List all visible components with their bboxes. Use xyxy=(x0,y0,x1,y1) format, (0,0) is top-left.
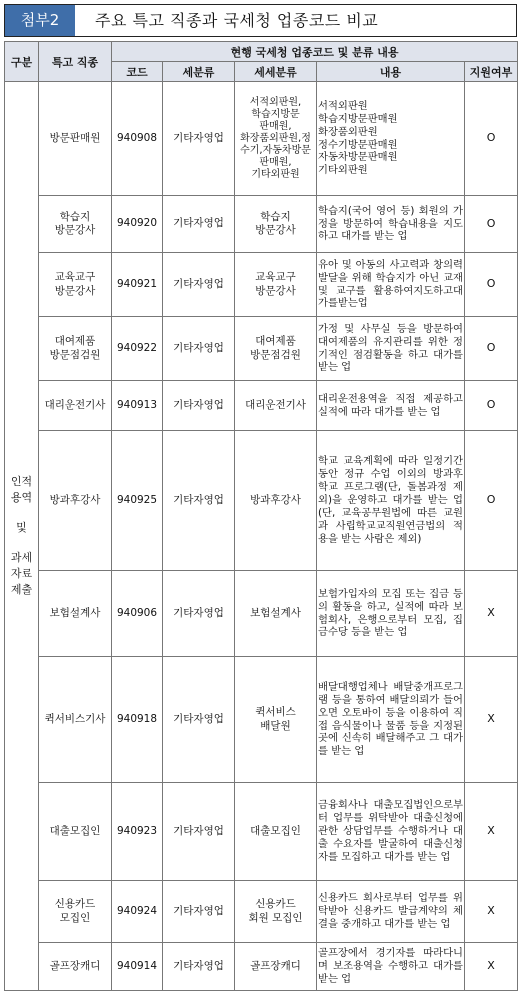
support-cell: O xyxy=(465,253,518,317)
code-cell: 940908 xyxy=(112,82,163,196)
content-cell: 금융회사나 대출모집법인으로부터 업무를 위탁받아 대출신청에 관한 상담업무를 수행하거나 대출 수요자를 발굴하여 대출신청자를 모집하고 대가를 받는 업 xyxy=(317,783,465,881)
header-subclass: 세분류 xyxy=(163,62,235,82)
header-group: 현행 국세청 업종코드 및 분류 내용 xyxy=(112,42,518,62)
table-row xyxy=(5,196,518,253)
table-row xyxy=(5,381,518,431)
occupation-cell: 퀵서비스기사 xyxy=(39,657,112,783)
subclass-cell: 기타자영업 xyxy=(163,317,235,381)
subclass-cell: 기타자영업 xyxy=(163,253,235,317)
content-cell: 골프장에서 경기자를 따라다니며 보조용역을 수행하고 대가를 받는 업 xyxy=(317,943,465,991)
detail-cell: 신용카드 회원 모집인 xyxy=(235,881,317,943)
table-row xyxy=(5,657,518,783)
code-cell: 940925 xyxy=(112,431,163,571)
subclass-cell: 기타자영업 xyxy=(163,431,235,571)
occupation-cell: 보험설계사 xyxy=(39,571,112,657)
subclass-cell: 기타자영업 xyxy=(163,943,235,991)
content-cell: 대리운전용역을 직접 제공하고 실적에 따라 대가를 받는 업 xyxy=(317,381,465,431)
support-cell: O xyxy=(465,431,518,571)
detail-cell: 방과후강사 xyxy=(235,431,317,571)
detail-cell: 대출모집인 xyxy=(235,783,317,881)
code-cell: 940906 xyxy=(112,571,163,657)
occupation-cell: 방문판매원 xyxy=(39,82,112,196)
content-cell: 학습지(국어 영어 등) 회원의 가정을 방문하여 학습내용을 지도하고 대가를 받는 업 xyxy=(317,196,465,253)
support-cell: O xyxy=(465,82,518,196)
category-line: 및 xyxy=(16,521,27,535)
table-row xyxy=(5,317,518,381)
content-cell: 서적외판원 학습지방문판매원 화장품외판원 정수기방문판매원 자동차방문판매원 기타외판원 xyxy=(317,82,465,196)
document-title: 주요 특고 직종과 국세청 업종코드 비교 xyxy=(95,11,379,30)
code-cell: 940921 xyxy=(112,253,163,317)
occupation-cell: 학습지 방문강사 xyxy=(39,196,112,253)
detail-cell: 대여제품 방문점검원 xyxy=(235,317,317,381)
code-cell: 940914 xyxy=(112,943,163,991)
code-cell: 940913 xyxy=(112,381,163,431)
detail-cell: 보험설계사 xyxy=(235,571,317,657)
header-row-1 xyxy=(5,42,518,62)
header-support: 지원여부 xyxy=(465,62,518,82)
detail-cell: 학습지 방문강사 xyxy=(235,196,317,253)
support-cell: X xyxy=(465,943,518,991)
detail-cell: 골프장캐디 xyxy=(235,943,317,991)
support-cell: O xyxy=(465,196,518,253)
table-row xyxy=(5,571,518,657)
code-cell: 940922 xyxy=(112,317,163,381)
header-detail: 세세분류 xyxy=(235,62,317,82)
category-line: 용역 xyxy=(10,491,33,505)
support-cell: O xyxy=(465,317,518,381)
content-cell: 학교 교육계획에 따라 일정기간 동안 정규 수업 이외의 방과후 학교 프로그램(단, 돌봄과정 제외)을 운영하고 대가를 받는 업(단, 교육공무원법에 따른 교원과 사립학교교직원연금법의 적용을 받는 사람은 제외) xyxy=(317,431,465,571)
subclass-cell: 기타자영업 xyxy=(163,783,235,881)
content-cell: 유아 및 아동의 사고력과 창의력 발달을 위해 학습지가 아닌 교재 및 교구를 활용하여지도하고대가를받는업 xyxy=(317,253,465,317)
occupation-cell: 대여제품 방문점검원 xyxy=(39,317,112,381)
support-cell: X xyxy=(465,657,518,783)
occupation-cell: 교육교구 방문강사 xyxy=(39,253,112,317)
content-cell: 가정 및 사무실 등을 방문하여 대여제품의 유지관리를 위한 정기적인 점검활동을 하고 대가를 받는 업 xyxy=(317,317,465,381)
category-line: 인적 xyxy=(10,475,33,489)
occupation-cell: 신용카드 모집인 xyxy=(39,881,112,943)
header-code: 코드 xyxy=(112,62,163,82)
header-content: 내용 xyxy=(317,62,465,82)
subclass-cell: 기타자영업 xyxy=(163,881,235,943)
detail-cell: 대리운전기사 xyxy=(235,381,317,431)
occupation-cell: 대출모집인 xyxy=(39,783,112,881)
content-cell: 배달대행업체나 배달중개프로그램 등을 통하여 배달의뢰가 들어오면 오토바이 등을 이용하여 직접 음식물이나 물품 등을 지정된 곳에 신속히 배달해주고 그 대가를 받는 업 xyxy=(317,657,465,783)
support-cell: X xyxy=(465,881,518,943)
table-row xyxy=(5,82,518,196)
occupation-cell: 대리운전기사 xyxy=(39,381,112,431)
subclass-cell: 기타자영업 xyxy=(163,571,235,657)
occupation-cell: 골프장캐디 xyxy=(39,943,112,991)
subclass-cell: 기타자영업 xyxy=(163,82,235,196)
table-row xyxy=(5,253,518,317)
header-category: 구분 xyxy=(5,42,39,82)
attachment-label: 첨부2 xyxy=(5,5,75,36)
table-row xyxy=(5,943,518,991)
code-cell: 940920 xyxy=(112,196,163,253)
table-row xyxy=(5,881,518,943)
category-line: 자료 xyxy=(10,566,33,580)
detail-cell: 서적외판원, 학습지방문 판매원, 화장품외판원,정 수기,자동차방문 판매원, 기타외판원 xyxy=(235,82,317,196)
content-cell: 신용카드 회사로부터 업무를 위탁받아 신용카드 발급계약의 체결을 중개하고 대가를 받는 업 xyxy=(317,881,465,943)
subclass-cell: 기타자영업 xyxy=(163,196,235,253)
code-cell: 940918 xyxy=(112,657,163,783)
comparison-table xyxy=(4,41,518,991)
support-cell: X xyxy=(465,783,518,881)
content-cell: 보험가입자의 모집 또는 집금 등의 활동을 하고, 실적에 따라 보험회사, 은행으로부터 모집, 집금수당 등을 받는 업 xyxy=(317,571,465,657)
header-occupation: 특고 직종 xyxy=(39,42,112,82)
detail-cell: 퀵서비스 배달원 xyxy=(235,657,317,783)
subclass-cell: 기타자영업 xyxy=(163,381,235,431)
support-cell: O xyxy=(465,381,518,431)
category-line: 과세 xyxy=(10,551,33,564)
title-bar xyxy=(4,4,517,37)
code-cell: 940924 xyxy=(112,881,163,943)
detail-cell: 교육교구 방문강사 xyxy=(235,253,317,317)
table-row xyxy=(5,783,518,881)
category-line: 제출 xyxy=(10,582,33,596)
table-row xyxy=(5,431,518,571)
support-cell: X xyxy=(465,571,518,657)
occupation-cell: 방과후강사 xyxy=(39,431,112,571)
subclass-cell: 기타자영업 xyxy=(163,657,235,783)
category-cell xyxy=(5,82,39,991)
code-cell: 940923 xyxy=(112,783,163,881)
